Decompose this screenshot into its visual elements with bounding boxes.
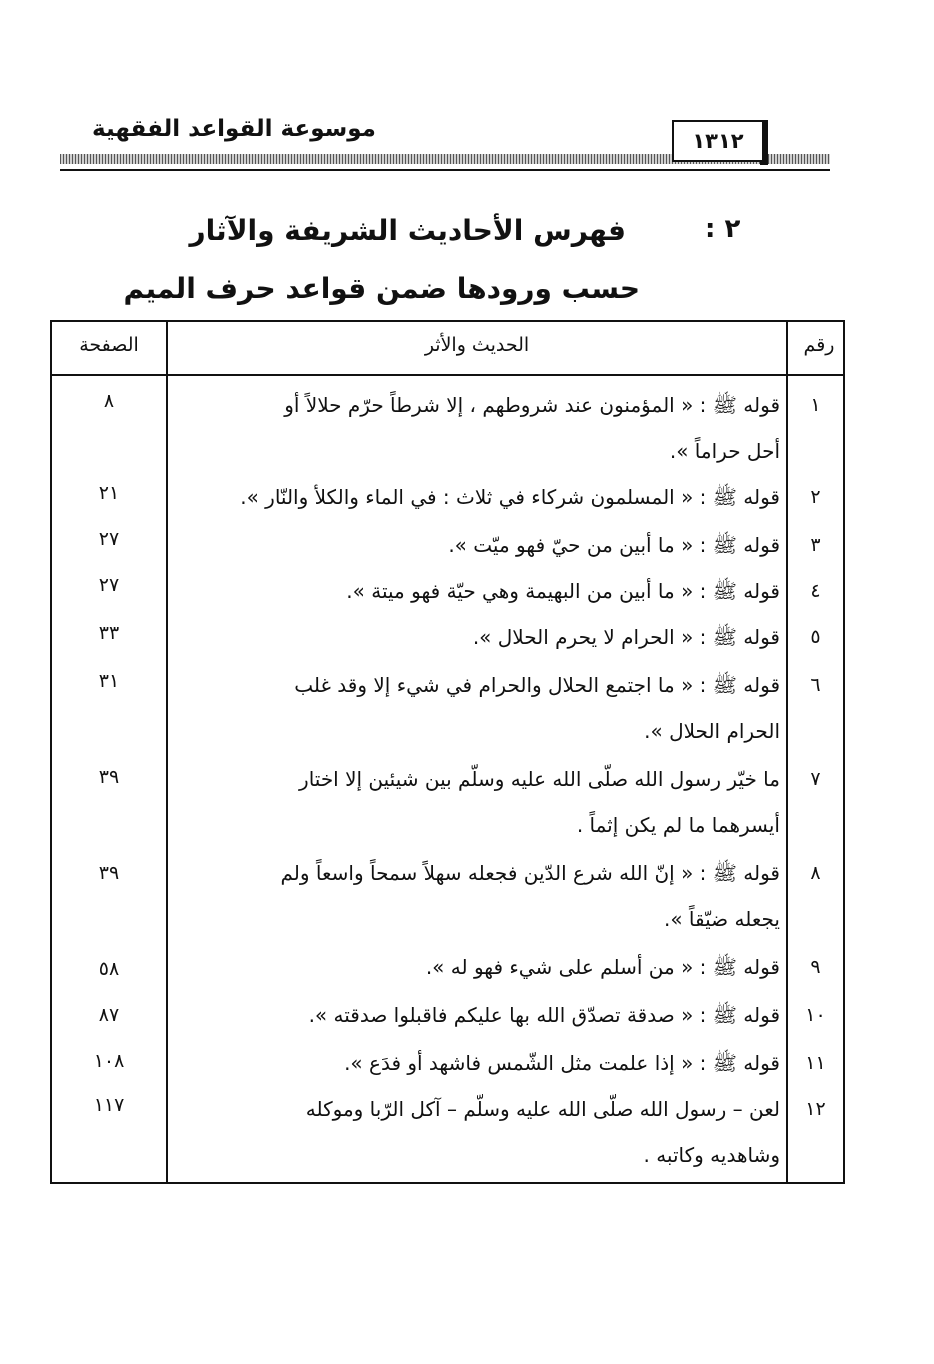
row-hadith-text: قوله ﷺ : « إذا علمت مثل الشّمس فاشهد أو فدَع ». bbox=[344, 1051, 780, 1075]
row-hadith-text: قوله ﷺ : « صدقة تصدّق الله بها عليكم فاقبلوا صدقته ». bbox=[308, 1003, 780, 1027]
section-subtitle: حسب ورودها ضمن قواعد حرف الميم bbox=[123, 272, 640, 305]
row-hadith-text: قوله ﷺ : « المؤمنون عند شروطهم ، إلا شرطاً حرّم حلالاً أو أحل حراماً ». bbox=[284, 393, 780, 463]
row-page: ٨ bbox=[103, 390, 115, 412]
row-number: ١٢ bbox=[805, 1098, 826, 1120]
row-page: ٨٧ bbox=[98, 1004, 120, 1026]
row-number: ٩ bbox=[810, 956, 821, 978]
row-page: ٢٧ bbox=[98, 574, 120, 596]
header-rule bbox=[60, 169, 830, 171]
row-hadith-text: ما خيّر رسول الله صلّى الله عليه وسلّم بين شيئين إلا اختار أيسرهما ما لم يكن إثماً . bbox=[299, 767, 780, 837]
row-hadith-text: قوله ﷺ : « ما اجتمع الحلال والحرام في شيء إلا وقد غلب الحرام الحلال ». bbox=[294, 673, 780, 743]
row-hadith-text: قوله ﷺ : « من أسلم على شيء فهو له ». bbox=[425, 955, 780, 979]
column-header-hadith: الحديث والأثر bbox=[424, 334, 530, 356]
row-number: ٧ bbox=[810, 768, 821, 790]
page-number: ١٣١٢ bbox=[672, 120, 764, 162]
row-page: ٣٣ bbox=[98, 622, 120, 644]
row-page: ١١٧ bbox=[93, 1094, 125, 1116]
page-header bbox=[60, 112, 830, 182]
row-page: ٢٧ bbox=[98, 528, 120, 550]
column-divider bbox=[166, 322, 168, 1182]
row-number: ١٠ bbox=[805, 1004, 826, 1026]
column-header-number: رقم bbox=[803, 334, 835, 356]
row-page: ٥٨ bbox=[98, 958, 120, 980]
row-hadith-text: قوله ﷺ : « ما أبين من البهيمة وهي حيّة فهو ميتة ». bbox=[346, 579, 780, 603]
row-number: ١ bbox=[810, 394, 821, 416]
section-number: ٢ : bbox=[705, 214, 741, 244]
row-number: ٥ bbox=[810, 626, 821, 648]
row-number: ٢ bbox=[810, 486, 821, 508]
row-page: ٣٩ bbox=[98, 862, 120, 884]
row-page: ١٠٨ bbox=[93, 1050, 125, 1072]
row-number: ٨ bbox=[810, 862, 821, 884]
row-number: ٦ bbox=[810, 674, 821, 696]
section-title: فهرس الأحاديث الشريفة والآثار bbox=[189, 214, 626, 247]
row-hadith-text: قوله ﷺ : « المسلمون شركاء في ثلاث : في الماء والكلأ والنّار ». bbox=[240, 485, 780, 509]
row-hadith-text: قوله ﷺ : « ما أبين من حيّ فهو ميّت ». bbox=[448, 533, 780, 557]
row-hadith-text: لعن – رسول الله صلّى الله عليه وسلّم – آكل الرّبا وموكله وشاهديه وكاتبه . bbox=[305, 1097, 780, 1167]
row-page: ٢١ bbox=[98, 482, 120, 504]
header-divider bbox=[52, 374, 843, 376]
row-number: ١١ bbox=[805, 1052, 826, 1074]
column-header-page: الصفحة bbox=[79, 334, 139, 356]
row-number: ٣ bbox=[810, 534, 821, 556]
hadith-index-table bbox=[50, 320, 845, 1184]
row-page: ٣١ bbox=[98, 670, 120, 692]
row-number: ٤ bbox=[810, 580, 821, 602]
book-title: موسوعة القواعد الفقهية bbox=[92, 116, 376, 142]
row-page: ٣٩ bbox=[98, 766, 120, 788]
row-hadith-text: قوله ﷺ : « الحرام لا يحرم الحلال ». bbox=[472, 625, 780, 649]
row-hadith-text: قوله ﷺ : « إنّ الله شرع الدّين فجعله سهلاً سمحاً واسعاً ولم يجعله ضيّقاً ». bbox=[280, 861, 780, 931]
